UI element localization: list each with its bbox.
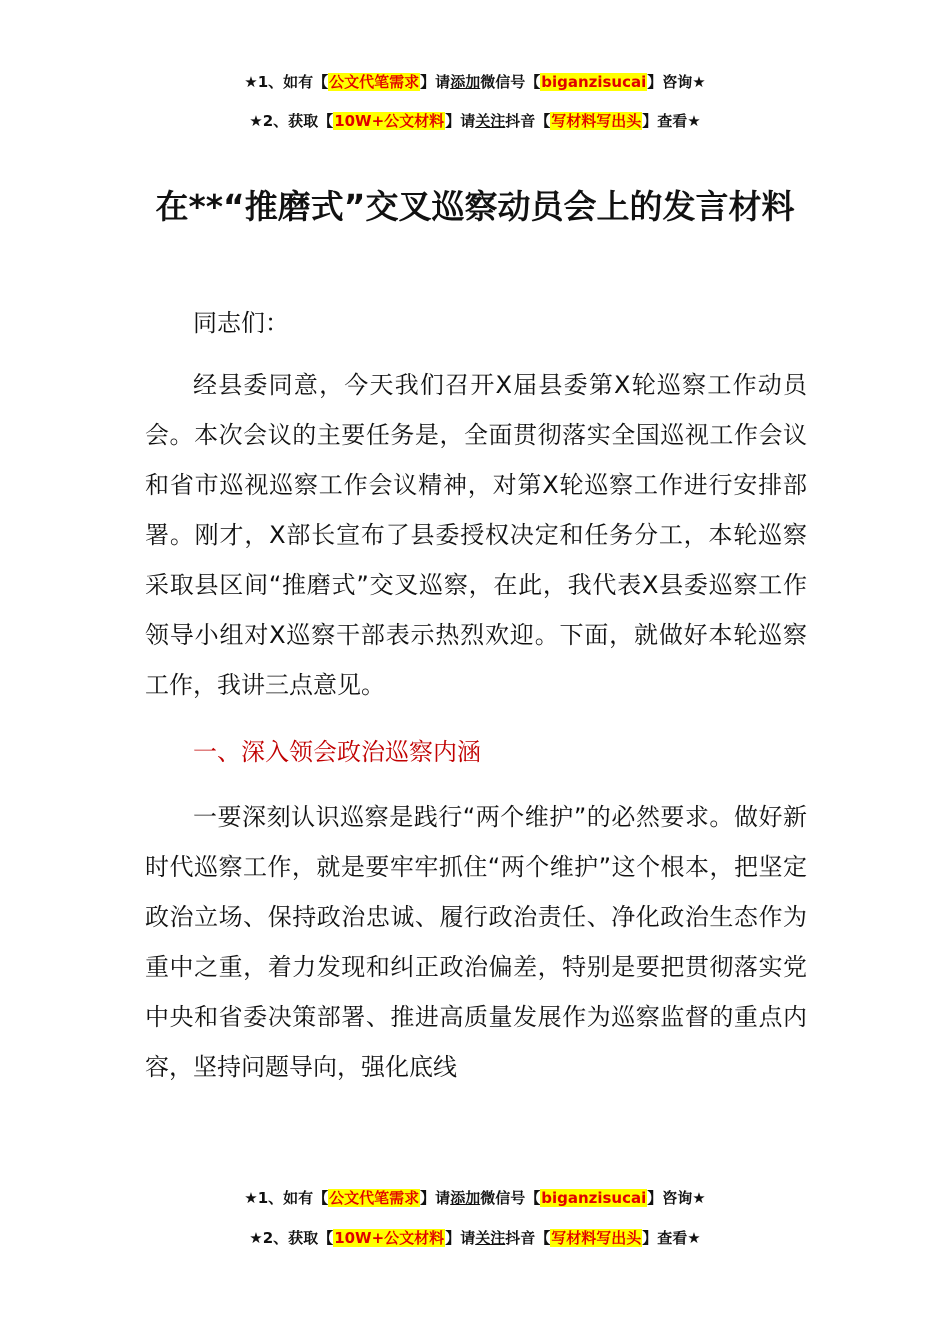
top-banner-line-2 — [0, 111, 950, 131]
banner-text: 抖音【 — [505, 112, 551, 130]
banner-text: 】请 — [420, 73, 451, 91]
banner-underline: 添加 — [450, 1189, 481, 1207]
document-title: 在**“推磨式”交叉巡察动员会上的发言材料 — [155, 187, 795, 226]
banner-highlight: 公文代笔需求 — [329, 1189, 420, 1207]
banner-text: 抖音【 — [505, 1229, 551, 1247]
banner-highlight: biganzisucai — [541, 73, 647, 91]
banner-text: 】查看★ — [642, 1229, 701, 1247]
banner-text: ★2、获取【 — [249, 1229, 334, 1247]
banner-text: 】请 — [445, 112, 476, 130]
banner-underline: 关注 — [475, 1229, 506, 1247]
banner-text: 】请 — [445, 1229, 476, 1247]
banner-text: ★1、如有【 — [244, 73, 329, 91]
banner-highlight: 写材料写出头 — [551, 112, 642, 130]
banner-text: 】请 — [420, 1189, 451, 1207]
banner-highlight: 10W+公文材料 — [334, 112, 445, 130]
section-heading-1: 一、深入领会政治巡察内涵 — [193, 738, 481, 766]
banner-text: 微信号【 — [480, 73, 541, 91]
bottom-banner-line-2 — [0, 1228, 950, 1248]
banner-text: 】咨询★ — [647, 1189, 706, 1207]
banner-highlight: biganzisucai — [541, 1189, 647, 1207]
bottom-banner-line-1 — [0, 1188, 950, 1208]
banner-text: 】查看★ — [642, 112, 701, 130]
salutation: 同志们： — [193, 309, 289, 337]
banner-highlight: 写材料写出头 — [551, 1229, 642, 1247]
banner-text: ★1、如有【 — [244, 1189, 329, 1207]
paragraph-1: 经县委同意，今天我们召开X届县委第X轮巡察工作动员会。本次会议的主要任务是，全面贯彻落实全国巡视工作会议和省市巡视巡察工作会议精神，对第X轮巡察工作进行安排部署。刚才，X部长宣布了县委授权决定和任务分工，本轮巡察采取县区间“推磨式”交叉巡察，在此，我代表X县委巡察工作领导小组对X巡察干部表示热烈欢迎。下面，就做好本轮巡察工作，我讲三点意见。 — [145, 371, 807, 699]
banner-highlight: 公文代笔需求 — [329, 73, 420, 91]
banner-underline: 添加 — [450, 73, 481, 91]
banner-text: ★2、获取【 — [249, 112, 334, 130]
banner-text: 】咨询★ — [647, 73, 706, 91]
paragraph-2: 一要深刻认识巡察是践行“两个维护”的必然要求。做好新时代巡察工作，就是要牢牢抓住“两个维护”这个根本，把坚定政治立场、保持政治忠诚、履行政治责任、净化政治生态作为重中之重，着力发现和纠正政治偏差，特别是要把贯彻落实党中央和省委决策部署、推进高质量发展作为巡察监督的重点内容，坚持问题导向，强化底线 — [145, 803, 807, 1081]
banner-text: 微信号【 — [480, 1189, 541, 1207]
banner-underline: 关注 — [475, 112, 506, 130]
top-banner-line-1 — [0, 72, 950, 92]
banner-highlight: 10W+公文材料 — [334, 1229, 445, 1247]
